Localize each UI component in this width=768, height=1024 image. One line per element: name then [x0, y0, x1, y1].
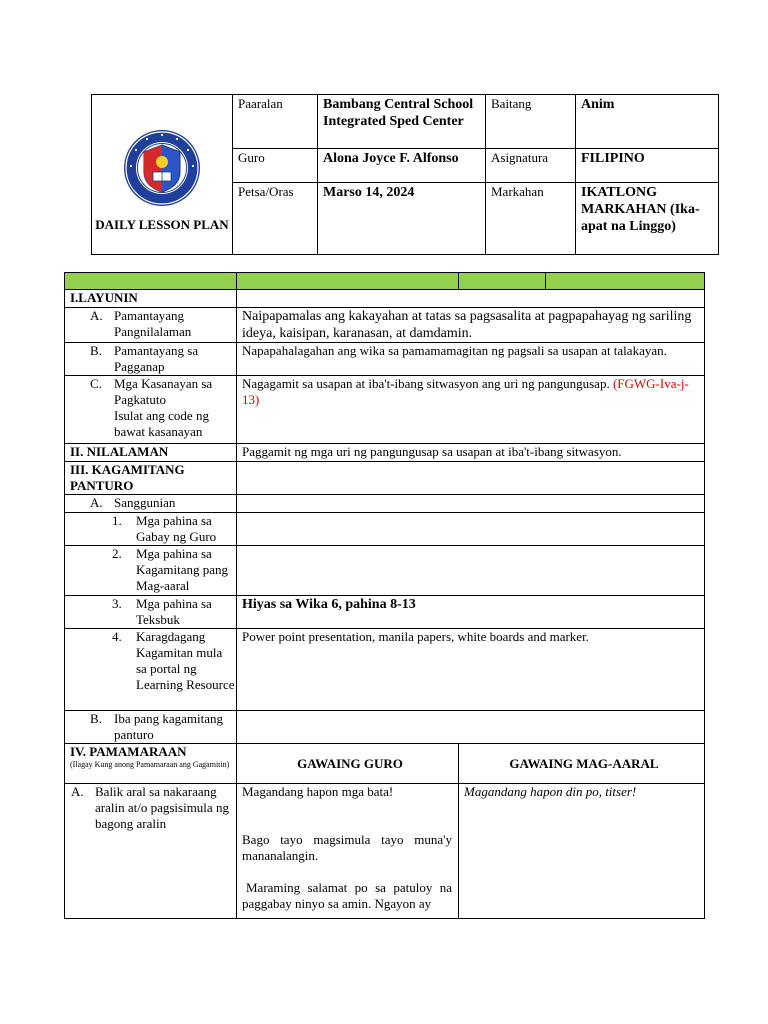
value-baitang: Anim	[576, 95, 719, 149]
item-marker: 3.	[112, 596, 122, 611]
deped-seal-icon	[122, 128, 202, 208]
item-sublabel: Isulat ang code ng bawat kasanayan	[114, 408, 209, 439]
section-layunin: I.LAYUNIN	[65, 290, 237, 308]
layunin-a-label	[65, 308, 237, 343]
item-label: Sanggunian	[114, 495, 176, 510]
item-label: Mga pahina sa Kagamitang pang Mag-aaral	[136, 546, 229, 593]
ref-item-1-value	[237, 513, 705, 546]
pamamaraan-title: IV. PAMAMARAAN	[70, 744, 187, 759]
item-marker: A.	[90, 308, 103, 323]
ref-item-3-value: Hiyas sa Wika 6, pahina 8-13	[237, 596, 705, 629]
guro-line: Magandang hapon mga bata!	[242, 784, 394, 799]
label-paaralan: Paaralan	[233, 95, 318, 149]
doc-title: DAILY LESSON PLAN	[95, 217, 229, 232]
empty-cell	[237, 462, 705, 495]
ref-item-4-value: Power point presentation, manila papers, white boards and marker.	[237, 629, 705, 711]
layunin-b-label	[65, 343, 237, 376]
item-label: Karagdagang Kagamitan mula sa portal ng Learning Resource	[136, 629, 235, 692]
value-paaralan: Bambang Central School Integrated Sped Center	[318, 95, 486, 149]
ref-item-3-label	[65, 596, 237, 629]
label-baitang: Baitang	[486, 95, 576, 149]
item-label: Pamantayang Pangnilalaman	[114, 308, 192, 339]
header-bar-cell	[546, 273, 705, 290]
value-petsa: Marso 14, 2024	[318, 183, 486, 255]
competency-text: Nagagamit sa usapan at iba't-ibang sitwasyon ang uri ng pangungusap.	[242, 376, 610, 391]
item-marker: A.	[71, 784, 84, 799]
value-guro: Alona Joyce F. Alfonso	[318, 149, 486, 183]
item-marker: C.	[90, 376, 102, 391]
empty-cell	[237, 290, 705, 308]
col-gawaing-guro: GAWAING GURO	[237, 744, 459, 784]
layunin-a-text: Naipapamalas ang kakayahan at tatas sa pagsasalita at pagpapahayag ng sariling ideya, kaisipan, karanasan, at damdamin.	[237, 308, 705, 343]
empty-cell	[237, 495, 705, 513]
value-markahan: IKATLONG MARKAHAN (Ika-apat na Linggo)	[576, 183, 719, 255]
item-label: Balik aral sa nakaraang aralin at/o pagsisimula ng bagong aralin	[95, 784, 229, 831]
pamamaraan-a-label	[65, 784, 237, 919]
competency-code: (FGWG-Iva-j-13)	[242, 376, 689, 407]
label-markahan: Markahan	[486, 183, 576, 255]
item-label: Iba pang kagamitang panturo	[114, 711, 224, 742]
section-kagamitan: III. KAGAMITANG PANTURO	[65, 462, 237, 495]
item-label: Pamantayang sa Pagganap	[114, 343, 199, 374]
label-petsa: Petsa/Oras	[233, 183, 318, 255]
ref-item-4-label	[65, 629, 237, 711]
label-guro: Guro	[233, 149, 318, 183]
section-pamamaraan	[65, 744, 237, 784]
value-asignatura: FILIPINO	[576, 149, 719, 183]
sanggunian-label	[65, 495, 237, 513]
item-label: Mga pahina sa Gabay ng Guro	[136, 513, 217, 544]
iba-pang-kagamitan-label	[65, 711, 237, 744]
header-bar-cell	[65, 273, 237, 290]
empty-cell	[237, 711, 705, 744]
item-marker: 4.	[112, 629, 122, 644]
header-bar	[65, 273, 705, 290]
gawaing-guro-text	[237, 784, 459, 919]
item-label: Mga pahina sa Teksbuk	[136, 596, 212, 627]
layunin-c-text	[237, 376, 705, 444]
ref-item-2-value	[237, 546, 705, 596]
guro-line: Bago tayo magsimula tayo muna'y mananalangin.	[242, 832, 452, 863]
header-bar-cell	[459, 273, 546, 290]
nilalaman-text: Paggamit ng mga uri ng pangungusap sa usapan at iba't-ibang sitwasyon.	[237, 444, 705, 462]
item-marker: B.	[90, 343, 102, 358]
header-bar-cell	[237, 273, 459, 290]
col-gawaing-magaaral: GAWAING MAG-AARAL	[459, 744, 705, 784]
item-label: Mga Kasanayan sa Pagkatuto	[114, 376, 213, 407]
section-nilalaman: II. NILALAMAN	[65, 444, 237, 462]
layunin-c-label	[65, 376, 237, 444]
logo-title-cell	[92, 95, 233, 255]
guro-line: Maraming salamat po sa patuloy na paggabay ninyo sa amin. Ngayon ay	[242, 880, 452, 911]
lesson-plan-table	[64, 272, 705, 919]
ref-item-2-label	[65, 546, 237, 596]
label-asignatura: Asignatura	[486, 149, 576, 183]
ref-item-1-label	[65, 513, 237, 546]
item-marker: 1.	[112, 513, 122, 528]
item-marker: B.	[90, 711, 102, 726]
header-table	[91, 94, 719, 255]
gawaing-magaaral-text: Magandang hapon din po, titser!	[459, 784, 705, 919]
pamamaraan-note: (Ilagay Kung anong Pamamaraan ang Gagamitin)	[70, 760, 230, 769]
item-marker: A.	[90, 495, 103, 510]
layunin-b-text: Napapahalagahan ang wika sa pamamamagitan ng pagsali sa usapan at talakayan.	[237, 343, 705, 376]
item-marker: 2.	[112, 546, 122, 561]
